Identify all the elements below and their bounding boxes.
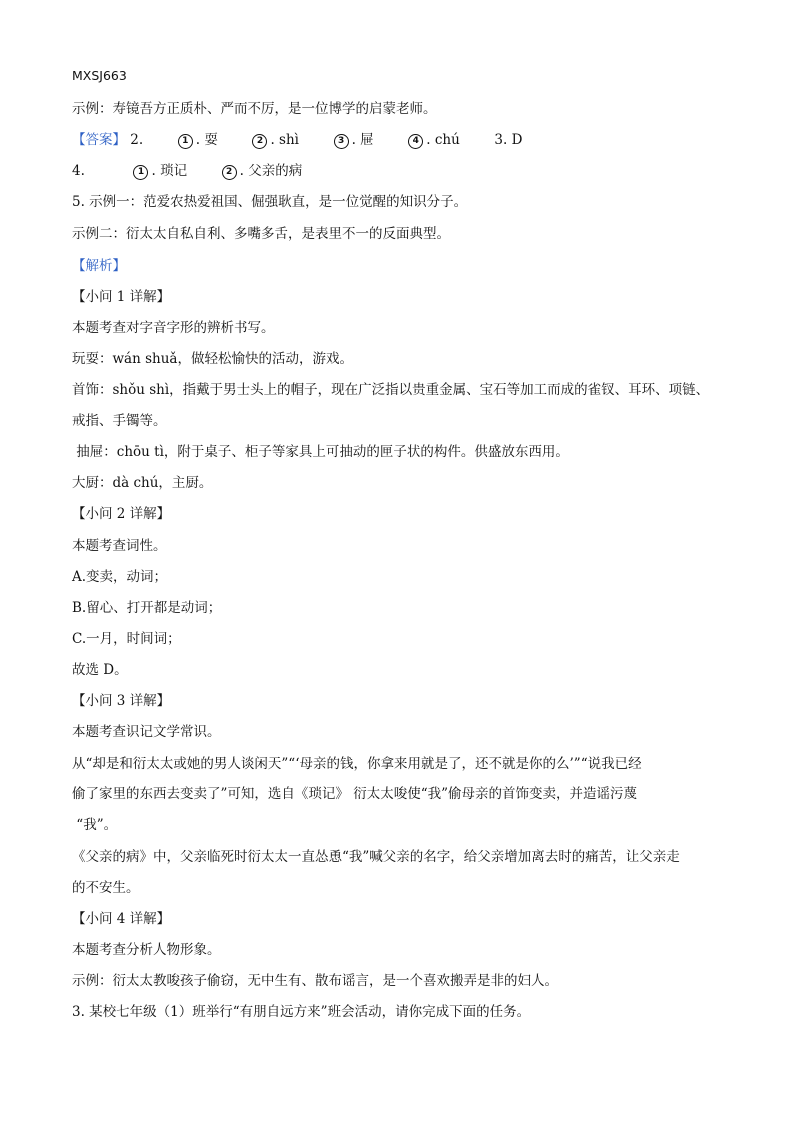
answer-tag: 【答案】 bbox=[72, 132, 126, 148]
document-code: MXSJ663 bbox=[72, 68, 127, 83]
answer-q2-item-1: 1 . 耍 bbox=[178, 132, 218, 148]
answer-q2-line bbox=[72, 130, 732, 150]
circled-number-icon: 3 bbox=[334, 134, 349, 149]
section-3-line-4: 《父亲的病》中，父亲临死时衍太太一直怂恿“我”喊父亲的名字，给父亲增加离去时的痛苦，让父亲走 bbox=[72, 849, 680, 865]
section-1-title: 【小问 1 详解】 bbox=[72, 289, 171, 305]
section-1-line-1: 玩耍：wán shuǎ，做轻松愉快的活动，游戏。 bbox=[72, 351, 353, 367]
circled-number-icon: 2 bbox=[252, 134, 267, 149]
section-2-conclusion: 故选 D。 bbox=[72, 662, 128, 678]
section-4-title: 【小问 4 详解】 bbox=[72, 911, 171, 927]
section-1-intro: 本题考查对字音字形的辨析书写。 bbox=[72, 320, 275, 336]
section-3-line-3: “我”。 bbox=[72, 817, 118, 833]
analysis-tag: 【解析】 bbox=[72, 258, 126, 274]
answer-q5-line-2: 示例二：衍太太自私自利、多嘴多舌，是表里不一的反面典型。 bbox=[72, 226, 450, 242]
section-3-intro: 本题考查识记文学常识。 bbox=[72, 724, 221, 740]
section-3-title: 【小问 3 详解】 bbox=[72, 693, 171, 709]
question-3-prompt: 3. 某校七年级（1）班举行“有朋自远方来”班会活动，请你完成下面的任务。 bbox=[72, 1004, 531, 1020]
section-1-line-5: 大厨：dà chú，主厨。 bbox=[72, 475, 213, 491]
section-1-line-3: 戒指、手镯等。 bbox=[72, 413, 167, 429]
answer-q5-line-1: 5. 示例一：范爱农热爱祖国、倔强耿直，是一位觉醒的知识分子。 bbox=[72, 194, 468, 210]
answer-q3: 3. D bbox=[494, 132, 523, 148]
circled-number-icon: 4 bbox=[408, 134, 423, 149]
section-2-title: 【小问 2 详解】 bbox=[72, 506, 171, 522]
section-2-option-b: B.留心、打开都是动词； bbox=[72, 600, 222, 616]
answer-q2-item-2: 2 . shì bbox=[252, 132, 299, 148]
section-3-line-2: 偷了家里的东西去变卖了”可知，选自《琐记》 衍太太唆使“我”偷母亲的首饰变卖，并造谣污蔑 bbox=[72, 786, 637, 802]
section-2-option-c: C.一月，时间词； bbox=[72, 631, 181, 647]
circled-number-icon: 1 bbox=[133, 165, 148, 180]
answer-q4-item-1: 1 . 琐记 bbox=[133, 163, 187, 179]
answer-q4-number: 4. bbox=[72, 163, 85, 179]
answer-q2-item-4: 4 . chú bbox=[408, 132, 460, 148]
answer-q2-number: 2. bbox=[130, 132, 144, 148]
section-1-line-4: 抽屉：chōu tì，附于桌子、柜子等家具上可抽动的匣子状的构件。供盛放东西用。 bbox=[72, 444, 569, 460]
section-4-intro: 本题考查分析人物形象。 bbox=[72, 942, 221, 958]
section-4-line-1: 示例：衍太太教唆孩子偷窃，无中生有、散布谣言，是一个喜欢搬弄是非的妇人。 bbox=[72, 973, 558, 989]
circled-number-icon: 2 bbox=[222, 165, 237, 180]
answer-q4-line bbox=[72, 161, 732, 181]
example-line: 示例：寿镜吾方正质朴、严而不厉，是一位博学的启蒙老师。 bbox=[72, 101, 437, 117]
section-2-intro: 本题考查词性。 bbox=[72, 538, 167, 554]
section-3-line-1: 从“却是和衍太太或她的男人谈闲天”“‘母亲的钱，你拿来用就是了，还不就是你的么’”“说我已经 bbox=[72, 756, 642, 772]
section-1-line-2: 首饰：shǒu shì，指戴于男士头上的帽子，现在广泛指以贵重金属、宝石等加工而成的雀钗、耳环、项链、 bbox=[72, 382, 710, 398]
answer-q4-item-2: 2 . 父亲的病 bbox=[222, 163, 303, 179]
section-3-line-5: 的不安生。 bbox=[72, 880, 140, 896]
circled-number-icon: 1 bbox=[178, 134, 193, 149]
answer-q2-item-3: 3 . 屉 bbox=[334, 132, 374, 148]
section-2-option-a: A.变卖，动词； bbox=[72, 569, 168, 585]
